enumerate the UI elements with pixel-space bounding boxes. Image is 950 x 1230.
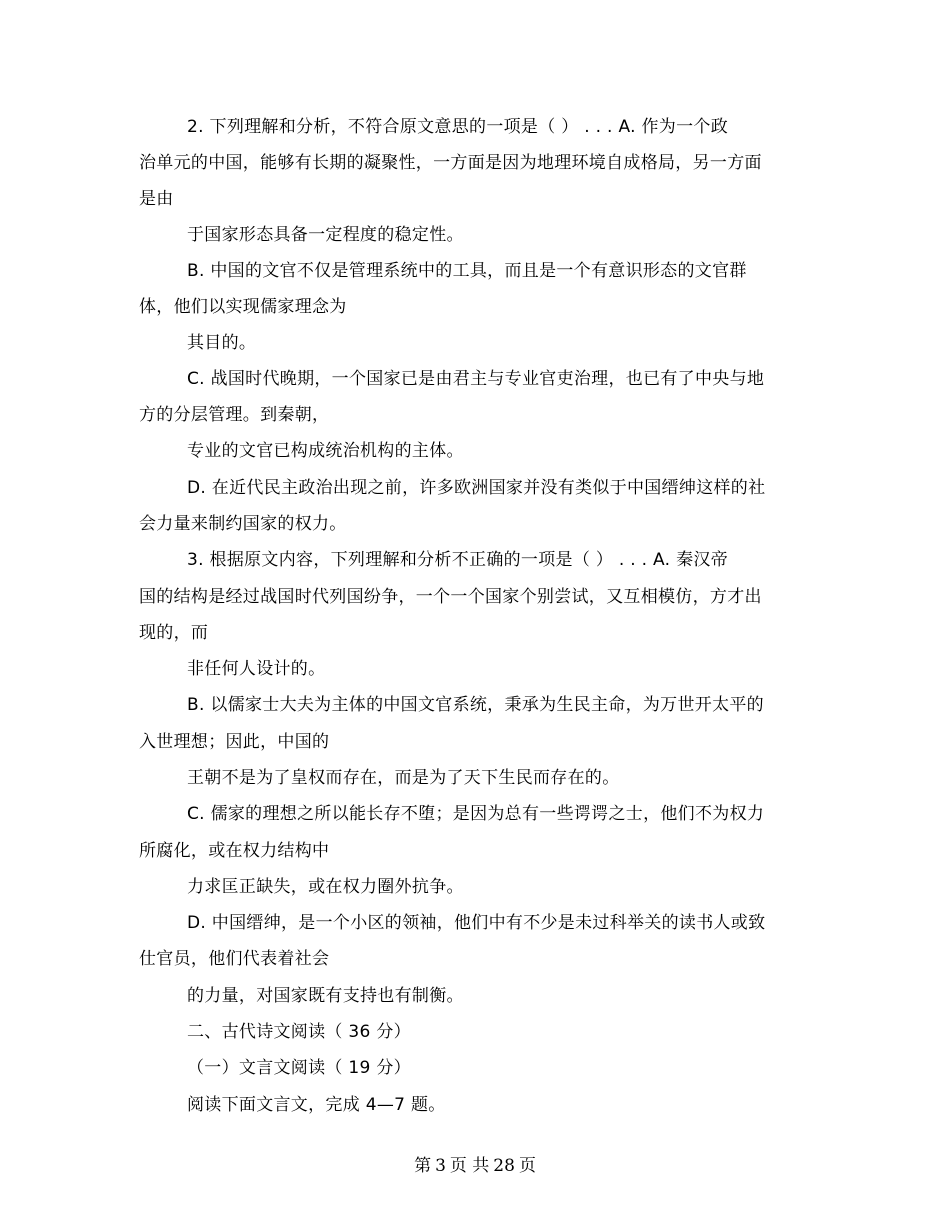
text-line: 的力量，对国家既有支持也有制衡。 xyxy=(187,986,464,1006)
option-b: B. 以儒家士大夫为主体的中国文官系统，秉承为生民主命，为万世开太平的 xyxy=(187,695,764,715)
text-line: 会力量来制约国家的权力。 xyxy=(139,514,347,534)
section-heading: 二、古代诗文阅读（ 36 分） xyxy=(187,1022,411,1042)
text-line: 仕官员，他们代表着社会 xyxy=(139,949,330,969)
page-footer xyxy=(0,1155,950,1177)
text-line: 专业的文官已构成统治机构的主体。 xyxy=(187,441,464,461)
text-line: 王朝不是为了皇权而存在，而是为了天下生民而存在的。 xyxy=(187,768,620,788)
text-line: 入世理想；因此，中国的 xyxy=(139,732,330,752)
text-line: 治单元的中国，能够有长期的凝聚性，一方面是因为地理环境自成格局，另一方面 xyxy=(139,153,762,173)
text-line: 方的分层管理。到秦朝， xyxy=(139,405,330,425)
text-line: 是由 xyxy=(139,189,174,209)
option-d: D. 在近代民主政治出现之前，许多欧洲国家并没有类似于中国缙绅这样的社 xyxy=(187,478,766,498)
page-number: 3 xyxy=(435,1156,446,1176)
option-c: C. 战国时代晚期，一个国家已是由君主与专业官吏治理，也已有了中央与地 xyxy=(187,369,765,389)
option-d: D. 中国缙绅，是一个小区的领袖，他们中有不少是未过科举关的读书人或致 xyxy=(187,913,766,933)
text-line: 其目的。 xyxy=(187,333,257,353)
option-b: B. 中国的文官不仅是管理系统中的工具，而且是一个有意识形态的文官群 xyxy=(187,261,747,281)
total-pages: 28 xyxy=(493,1156,515,1176)
footer-prefix: 第 xyxy=(414,1156,432,1176)
text-line: 所腐化，或在权力结构中 xyxy=(139,841,330,861)
text-line: 于国家形态具备一定程度的稳定性。 xyxy=(187,225,464,245)
text-line: 体，他们以实现儒家理念为 xyxy=(139,297,347,317)
reading-instruction: 阅读下面文言文，完成 4—7 题。 xyxy=(187,1095,446,1115)
text-line: 非任何人设计的。 xyxy=(187,659,326,679)
question-3-stem: 3. 根据原文内容，下列理解和分析不正确的一项是（ ） . . . A. 秦汉帝 xyxy=(187,550,728,570)
footer-middle: 页 共 xyxy=(449,1156,490,1176)
text-line: 力求匡正缺失，或在权力圈外抗争。 xyxy=(187,877,464,897)
subsection-heading: （一）文言文阅读（ 19 分） xyxy=(187,1058,411,1078)
question-2-stem: 2. 下列理解和分析，不符合原文意思的一项是（ ） . . . A. 作为一个政 xyxy=(187,117,728,137)
footer-suffix: 页 xyxy=(518,1156,536,1176)
text-line: 国的结构是经过战国时代列国纷争，一个一个国家个别尝试，又互相模仿，方才出 xyxy=(139,587,762,607)
text-line: 现的，而 xyxy=(139,623,209,643)
option-c: C. 儒家的理想之所以能长存不堕；是因为总有一些谔谔之士，他们不为权力 xyxy=(187,804,765,824)
